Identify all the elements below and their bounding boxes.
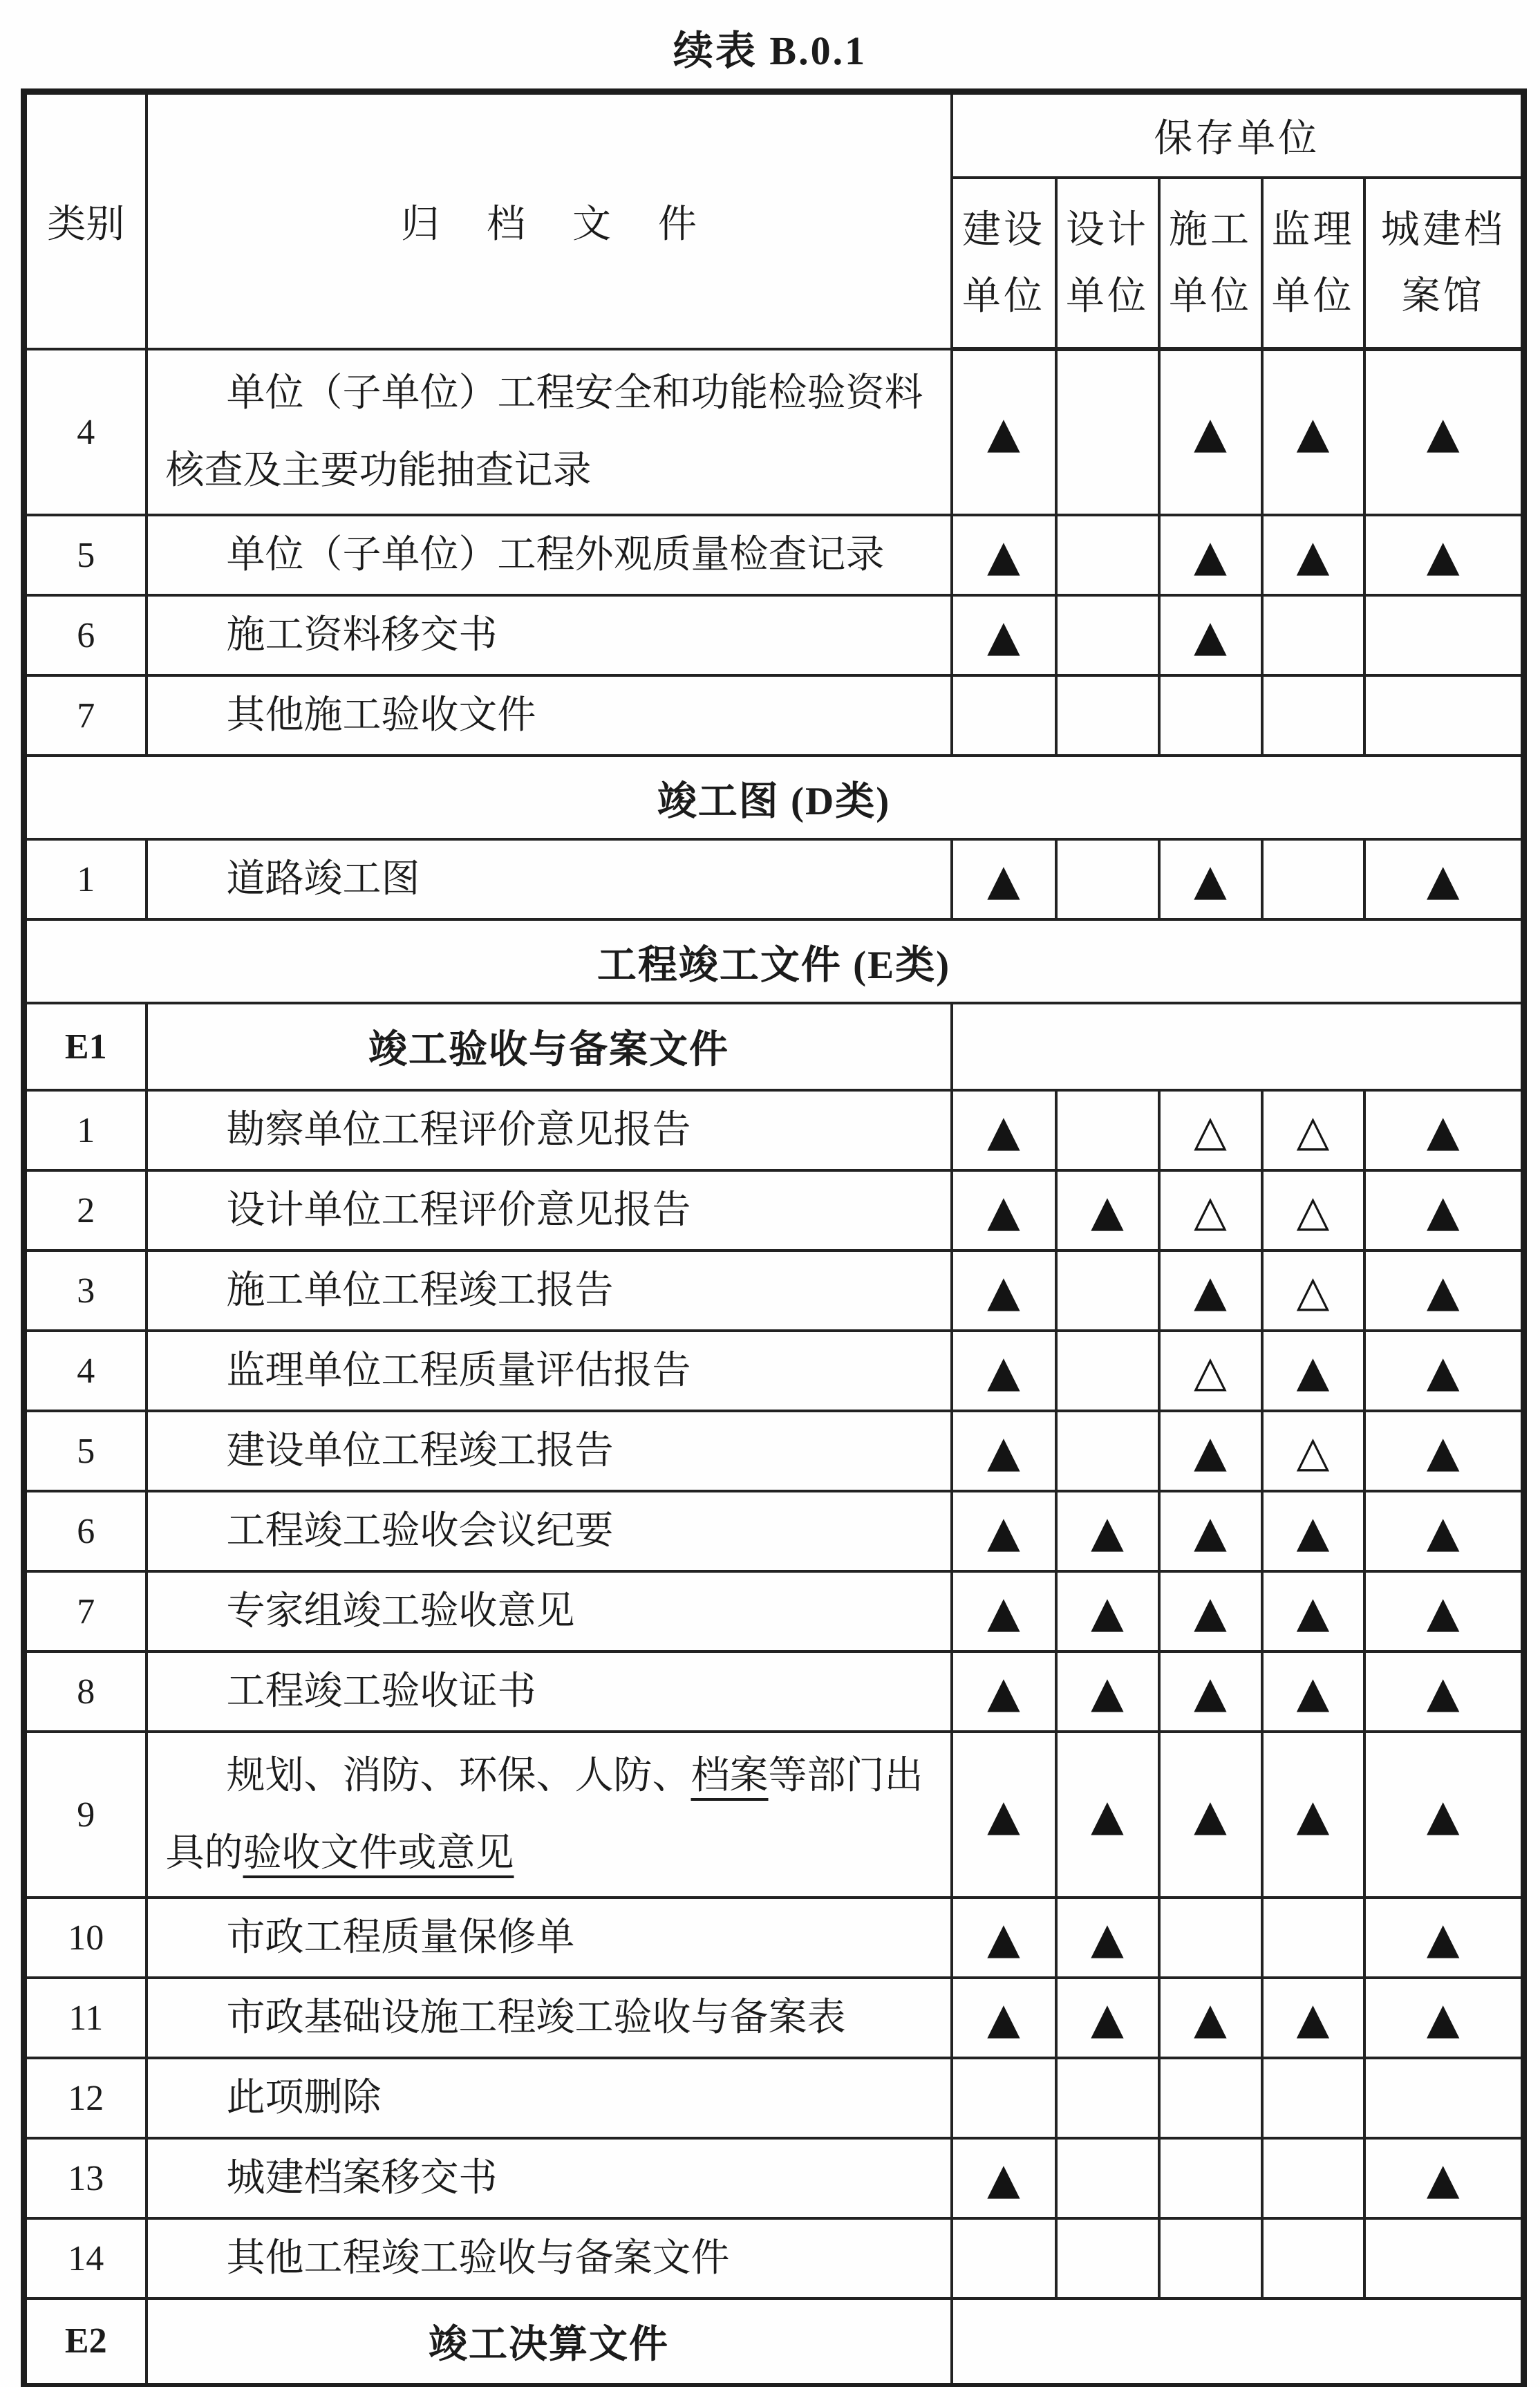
header-category: 类别 [24, 92, 147, 350]
header-unit-2: 设计 单位 [1056, 178, 1159, 349]
mark-empty [1262, 675, 1364, 756]
document-name-cell: 单位（子单位）工程安全和功能检验资料核查及主要功能抽查记录 [147, 349, 952, 515]
mark-filled-triangle: ▲ [1262, 1491, 1364, 1571]
category-cell: 8 [24, 1651, 147, 1732]
mark-filled-triangle: ▲ [1364, 1651, 1524, 1732]
underlined-text: 档案 [691, 1754, 769, 1797]
mark-empty [1159, 2218, 1262, 2299]
mark-filled-triangle: ▲ [1262, 1732, 1364, 1898]
archive-documents-table [21, 88, 1527, 2387]
mark-empty [1262, 2138, 1364, 2218]
header-unit-3: 施工 单位 [1159, 178, 1262, 349]
table-row [24, 1411, 1524, 1491]
mark-empty [1056, 2138, 1159, 2218]
document-name-cell: 市政基础设施工程竣工验收与备案表 [147, 1978, 952, 2058]
category-cell: E2 [24, 2299, 147, 2386]
mark-filled-triangle: ▲ [952, 1732, 1056, 1898]
mark-filled-triangle: ▲ [1262, 1571, 1364, 1651]
category-cell: 6 [24, 1491, 147, 1571]
table-row [24, 1090, 1524, 1170]
mark-filled-triangle: ▲ [1159, 1411, 1262, 1491]
category-cell: 4 [24, 349, 147, 515]
category-cell: 14 [24, 2218, 147, 2299]
mark-empty [952, 2058, 1056, 2138]
category-cell: 5 [24, 515, 147, 595]
table-row [24, 1732, 1524, 1898]
mark-empty [1056, 2058, 1159, 2138]
mark-filled-triangle: ▲ [1364, 839, 1524, 919]
section-row [24, 756, 1524, 839]
document-name-cell: 单位（子单位）工程外观质量检查记录 [147, 515, 952, 595]
mark-filled-triangle: ▲ [1159, 349, 1262, 515]
mark-empty [1364, 675, 1524, 756]
category-cell: 6 [24, 595, 147, 675]
mark-filled-triangle: ▲ [1262, 1978, 1364, 2058]
mark-hollow-triangle: △ [1159, 1090, 1262, 1170]
table-row [24, 515, 1524, 595]
plain-text: 等部门出具的 [165, 1754, 923, 1875]
table-row [24, 2138, 1524, 2218]
mark-empty [1056, 595, 1159, 675]
table-row [24, 1651, 1524, 1732]
category-cell: 1 [24, 1090, 147, 1170]
table-row [24, 839, 1524, 919]
document-name-cell: 其他工程竣工验收与备案文件 [147, 2218, 952, 2299]
subheading-label: 竣工验收与备案文件 [147, 1003, 952, 1090]
mark-filled-triangle: ▲ [952, 515, 1056, 595]
mark-empty [1056, 349, 1159, 515]
mark-filled-triangle: ▲ [1262, 1331, 1364, 1411]
section-row [24, 919, 1524, 1003]
table-row [24, 675, 1524, 756]
mark-empty [952, 675, 1056, 756]
subheading-row [24, 2299, 1524, 2386]
mark-filled-triangle: ▲ [1159, 1651, 1262, 1732]
table-row [24, 1251, 1524, 1331]
document-name-cell: 专家组竣工验收意见 [147, 1571, 952, 1651]
section-label: 工程竣工文件 (E类) [24, 919, 1524, 1003]
mark-filled-triangle: ▲ [1159, 1251, 1262, 1331]
mark-filled-triangle: ▲ [1159, 1732, 1262, 1898]
mark-filled-triangle: ▲ [952, 839, 1056, 919]
subheading-label: 竣工决算文件 [147, 2299, 952, 2386]
mark-filled-triangle: ▲ [952, 2138, 1056, 2218]
category-cell: 4 [24, 1331, 147, 1411]
mark-filled-triangle: ▲ [1364, 1411, 1524, 1491]
category-cell: 10 [24, 1898, 147, 1978]
mark-empty [1262, 2058, 1364, 2138]
document-name-cell: 市政工程质量保修单 [147, 1898, 952, 1978]
mark-empty [1056, 675, 1159, 756]
mark-filled-triangle: ▲ [1159, 839, 1262, 919]
document-name-cell: 设计单位工程评价意见报告 [147, 1170, 952, 1251]
mark-empty [1159, 1898, 1262, 1978]
mark-filled-triangle: ▲ [952, 595, 1056, 675]
mark-filled-triangle: ▲ [1056, 1898, 1159, 1978]
table-row [24, 1170, 1524, 1251]
category-cell: 2 [24, 1170, 147, 1251]
document-name-cell: 此项删除 [147, 2058, 952, 2138]
category-cell: E1 [24, 1003, 147, 1090]
table-row [24, 1491, 1524, 1571]
table-body [24, 349, 1524, 2386]
document-name-cell: 工程竣工验收会议纪要 [147, 1491, 952, 1571]
underlined-text: 验收文件或意见 [243, 1832, 514, 1875]
mark-filled-triangle: ▲ [1262, 515, 1364, 595]
mark-filled-triangle: ▲ [1364, 1251, 1524, 1331]
mark-empty [1262, 1898, 1364, 1978]
category-cell: 12 [24, 2058, 147, 2138]
document-name-cell: 施工资料移交书 [147, 595, 952, 675]
mark-filled-triangle: ▲ [1364, 515, 1524, 595]
table-row [24, 1898, 1524, 1978]
mark-filled-triangle: ▲ [1056, 1571, 1159, 1651]
mark-empty [1364, 2058, 1524, 2138]
mark-filled-triangle: ▲ [1262, 1651, 1364, 1732]
mark-filled-triangle: ▲ [1056, 1978, 1159, 2058]
mark-filled-triangle: ▲ [1364, 1491, 1524, 1571]
mark-empty [1262, 839, 1364, 919]
header-row-top [24, 92, 1524, 178]
mark-hollow-triangle: △ [1262, 1170, 1364, 1251]
mark-filled-triangle: ▲ [1159, 1978, 1262, 2058]
mark-filled-triangle: ▲ [952, 1411, 1056, 1491]
mark-empty [1364, 2218, 1524, 2299]
document-name-cell: 道路竣工图 [147, 839, 952, 919]
mark-empty [1056, 2218, 1159, 2299]
mark-empty [1262, 595, 1364, 675]
header-unit-1: 建设 单位 [952, 178, 1056, 349]
mark-filled-triangle: ▲ [1056, 1732, 1159, 1898]
mark-filled-triangle: ▲ [952, 1571, 1056, 1651]
empty-merged-cell [952, 1003, 1524, 1090]
mark-filled-triangle: ▲ [952, 1170, 1056, 1251]
mark-empty [1262, 2218, 1364, 2299]
mark-hollow-triangle: △ [1159, 1331, 1262, 1411]
mark-filled-triangle: ▲ [1159, 595, 1262, 675]
mark-empty [1364, 595, 1524, 675]
table-title: 续表 B.0.1 [673, 28, 867, 73]
mark-filled-triangle: ▲ [1159, 1571, 1262, 1651]
document-name-cell: 城建档案移交书 [147, 2138, 952, 2218]
mark-filled-triangle: ▲ [952, 1651, 1056, 1732]
header-storage-units: 保存单位 [952, 92, 1524, 178]
category-cell: 13 [24, 2138, 147, 2218]
document-name-cell: 工程竣工验收证书 [147, 1651, 952, 1732]
category-cell: 1 [24, 839, 147, 919]
table-row [24, 1571, 1524, 1651]
table-row [24, 349, 1524, 515]
mark-filled-triangle: ▲ [952, 1978, 1056, 2058]
mark-filled-triangle: ▲ [1364, 2138, 1524, 2218]
table-row [24, 1331, 1524, 1411]
mark-filled-triangle: ▲ [952, 1251, 1056, 1331]
mark-filled-triangle: ▲ [1364, 1978, 1524, 2058]
mark-filled-triangle: ▲ [1364, 1732, 1524, 1898]
plain-text: 规划、消防、环保、人防、 [226, 1754, 691, 1797]
mark-filled-triangle: ▲ [1364, 349, 1524, 515]
mark-empty [1159, 2138, 1262, 2218]
mark-empty [1056, 1411, 1159, 1491]
mark-filled-triangle: ▲ [1056, 1170, 1159, 1251]
mark-hollow-triangle: △ [1262, 1411, 1364, 1491]
table-row [24, 2058, 1524, 2138]
category-cell: 7 [24, 1571, 147, 1651]
mark-filled-triangle: ▲ [1364, 1571, 1524, 1651]
category-cell: 9 [24, 1732, 147, 1898]
mark-filled-triangle: ▲ [1056, 1491, 1159, 1571]
document-name-cell: 勘察单位工程评价意见报告 [147, 1090, 952, 1170]
mark-filled-triangle: ▲ [1364, 1170, 1524, 1251]
mark-empty [1159, 675, 1262, 756]
empty-merged-cell [952, 2299, 1524, 2386]
subheading-row [24, 1003, 1524, 1090]
mark-filled-triangle: ▲ [952, 1898, 1056, 1978]
table-row [24, 1978, 1524, 2058]
header-documents: 归档文件 [147, 92, 952, 350]
mark-empty [1159, 2058, 1262, 2138]
mark-filled-triangle: ▲ [1262, 349, 1364, 515]
mark-filled-triangle: ▲ [952, 1090, 1056, 1170]
document-name-cell: 施工单位工程竣工报告 [147, 1251, 952, 1331]
mark-empty [952, 2218, 1056, 2299]
document-name-cell: 建设单位工程竣工报告 [147, 1411, 952, 1491]
mark-filled-triangle: ▲ [952, 1331, 1056, 1411]
document-name-cell [147, 1732, 952, 1898]
mark-filled-triangle: ▲ [952, 349, 1056, 515]
mark-empty [1056, 1090, 1159, 1170]
mark-hollow-triangle: △ [1262, 1090, 1364, 1170]
table-row [24, 595, 1524, 675]
section-label: 竣工图 (D类) [24, 756, 1524, 839]
header-unit-4: 监理 单位 [1262, 178, 1364, 349]
category-cell: 3 [24, 1251, 147, 1331]
mark-empty [1056, 839, 1159, 919]
mark-filled-triangle: ▲ [1159, 515, 1262, 595]
mark-filled-triangle: ▲ [1056, 1651, 1159, 1732]
category-cell: 7 [24, 675, 147, 756]
mark-empty [1056, 515, 1159, 595]
mark-empty [1056, 1251, 1159, 1331]
header-unit-5: 城建档 案馆 [1364, 178, 1524, 349]
mark-empty [1056, 1331, 1159, 1411]
document-name-cell: 其他施工验收文件 [147, 675, 952, 756]
table-row [24, 2218, 1524, 2299]
mark-filled-triangle: ▲ [1364, 1331, 1524, 1411]
document-name-cell: 监理单位工程质量评估报告 [147, 1331, 952, 1411]
mark-filled-triangle: ▲ [952, 1491, 1056, 1571]
table-header [24, 92, 1524, 350]
category-cell: 5 [24, 1411, 147, 1491]
mark-hollow-triangle: △ [1159, 1170, 1262, 1251]
mark-hollow-triangle: △ [1262, 1251, 1364, 1331]
category-cell: 11 [24, 1978, 147, 2058]
mark-filled-triangle: ▲ [1159, 1491, 1262, 1571]
mark-filled-triangle: ▲ [1364, 1898, 1524, 1978]
mark-filled-triangle: ▲ [1364, 1090, 1524, 1170]
